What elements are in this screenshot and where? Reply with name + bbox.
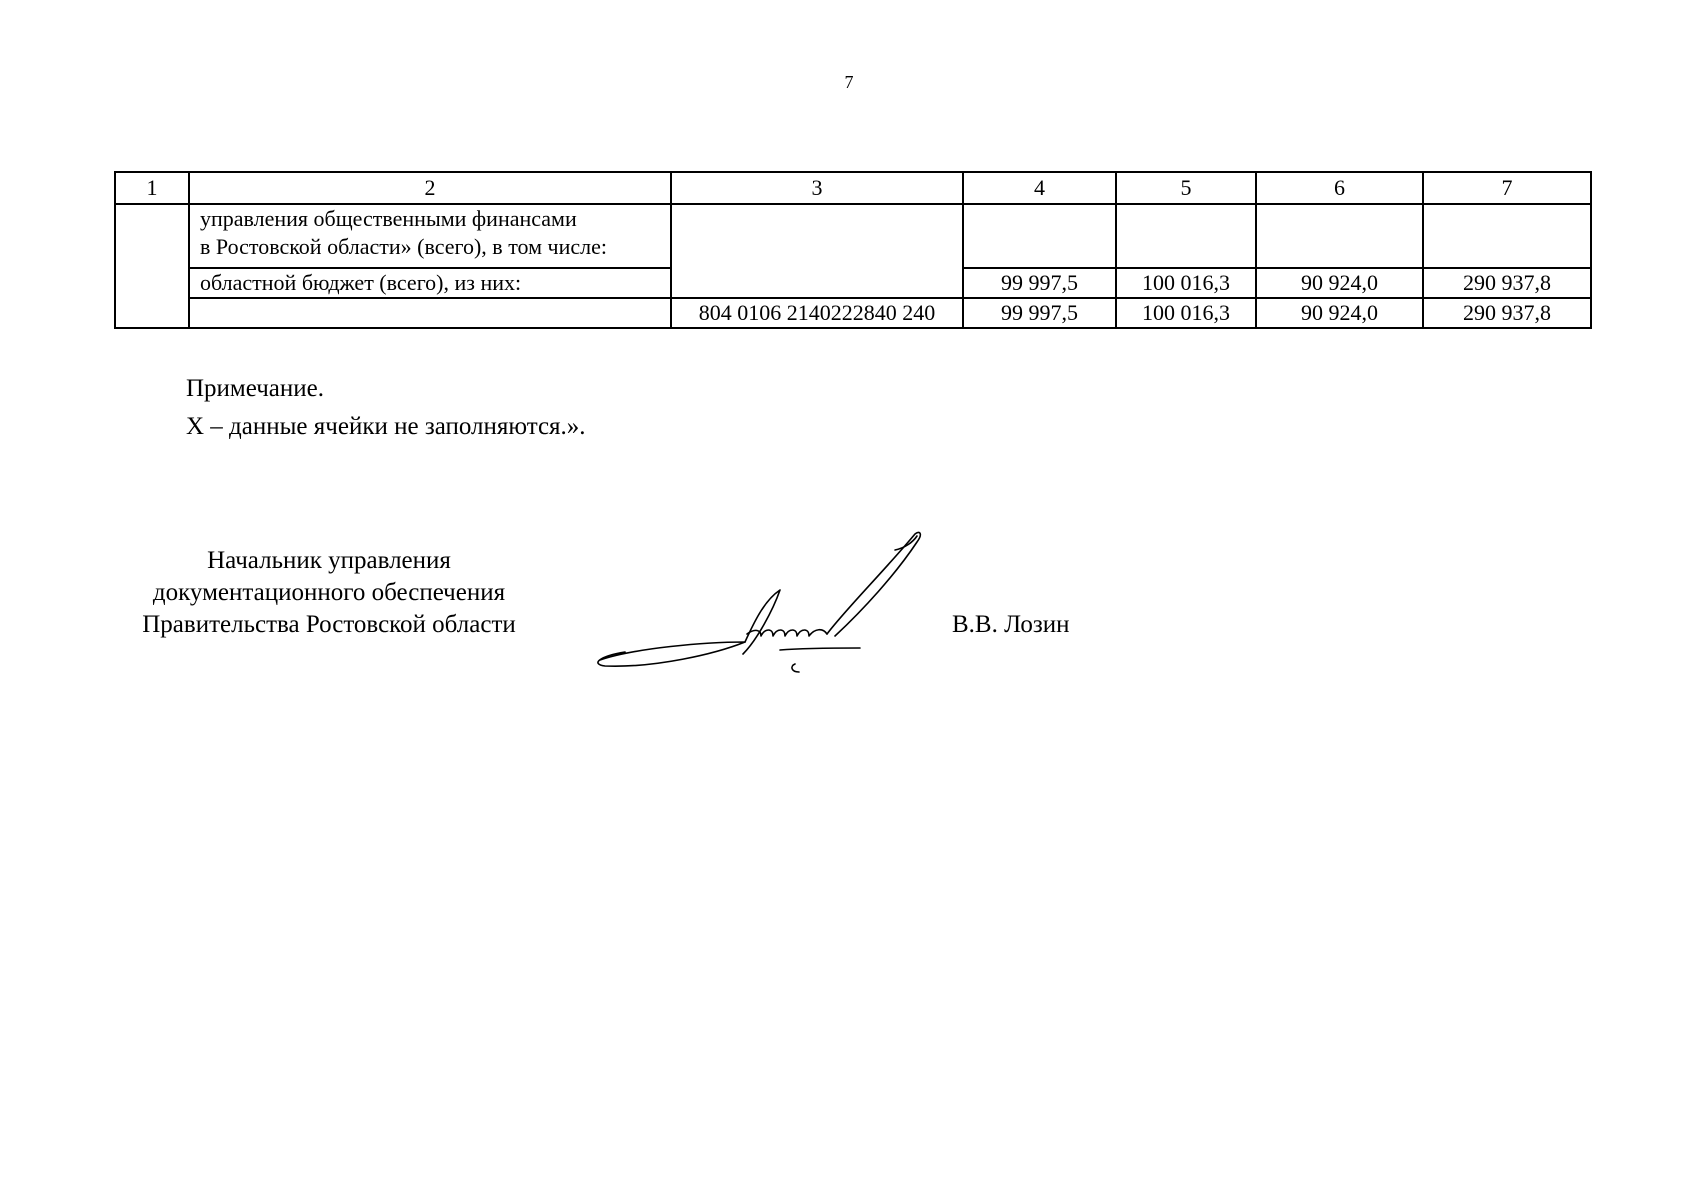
value-cell-total: 290 937,8 bbox=[1423, 268, 1591, 298]
regional-budget-label: областной бюджет (всего), из них: bbox=[189, 268, 671, 298]
value-cell-empty bbox=[1116, 204, 1256, 268]
budget-code-cell: 804 0106 2140222840 240 bbox=[671, 298, 963, 328]
header-cell-7: 7 bbox=[1423, 172, 1591, 204]
table-row bbox=[115, 204, 1591, 268]
value-cell-2025: 99 997,5 bbox=[963, 298, 1116, 328]
note-title: Примечание. bbox=[186, 375, 325, 402]
value-cell-empty bbox=[1256, 204, 1423, 268]
program-name-cell bbox=[189, 204, 671, 268]
signatory-name: В.В. Лозин bbox=[952, 611, 1070, 638]
signatory-position bbox=[114, 545, 544, 641]
value-cell-empty bbox=[1423, 204, 1591, 268]
header-cell-6: 6 bbox=[1256, 172, 1423, 204]
value-cell-2025: 99 997,5 bbox=[963, 268, 1116, 298]
header-cell-1: 1 bbox=[115, 172, 189, 204]
value-cell-2027: 90 924,0 bbox=[1256, 298, 1423, 328]
handwritten-signature-icon bbox=[595, 530, 935, 680]
program-name-line-2: в Ростовской области» (всего), в том числе: bbox=[200, 234, 607, 259]
value-cell-total: 290 937,8 bbox=[1423, 298, 1591, 328]
signatory-position-line-3: Правительства Ростовской области bbox=[142, 611, 516, 638]
value-cell-2027: 90 924,0 bbox=[1256, 268, 1423, 298]
table-row bbox=[115, 298, 1591, 328]
row-number-cell bbox=[115, 204, 189, 328]
header-cell-4: 4 bbox=[963, 172, 1116, 204]
page-number: 7 bbox=[844, 72, 854, 92]
value-cell-2026: 100 016,3 bbox=[1116, 298, 1256, 328]
value-cell-empty bbox=[963, 204, 1116, 268]
note-block bbox=[186, 370, 586, 446]
header-cell-2: 2 bbox=[189, 172, 671, 204]
program-name-line-1: управления общественными финансами bbox=[200, 206, 577, 231]
note-text: X – данные ячейки не заполняются.». bbox=[186, 413, 586, 440]
header-cell-3: 3 bbox=[671, 172, 963, 204]
empty-text-cell bbox=[189, 298, 671, 328]
signatory-position-line-2: документационного обеспечения bbox=[152, 579, 506, 606]
table-header-row bbox=[115, 172, 1591, 204]
value-cell-2026: 100 016,3 bbox=[1116, 268, 1256, 298]
code-cell-empty bbox=[671, 204, 963, 298]
signatory-position-line-1: Начальник управления bbox=[207, 547, 451, 574]
budget-table bbox=[114, 171, 1592, 329]
header-cell-5: 5 bbox=[1116, 172, 1256, 204]
